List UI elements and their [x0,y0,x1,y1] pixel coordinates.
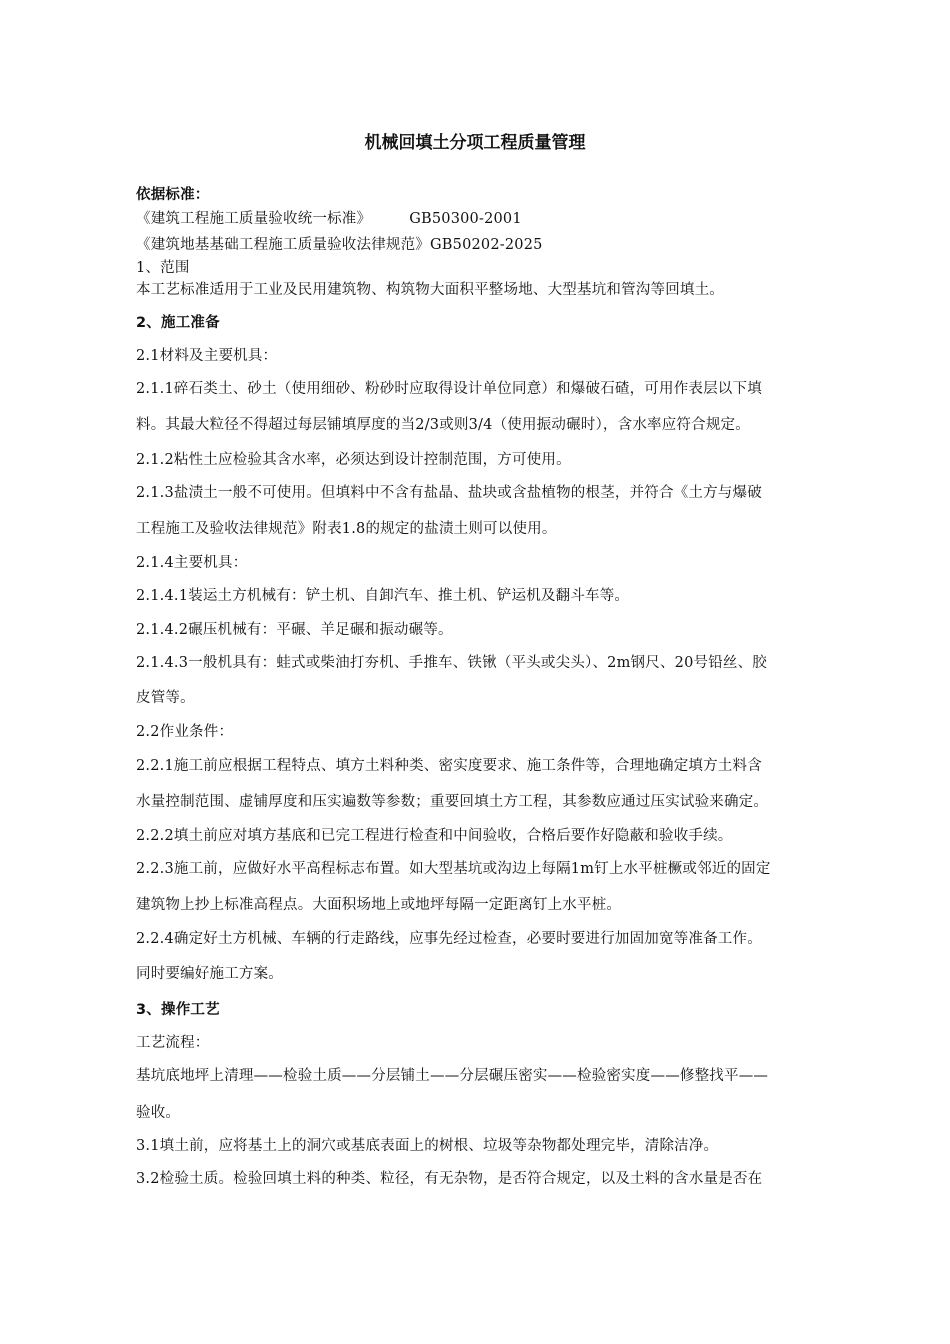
paragraph-line: 2.1.1碎石类土、砂土（使用细砂、粉砂时应取得设计单位同意）和爆破石碴，可用作表层以下填 [136,381,762,397]
paragraph-line: 基坑底地坪上清理——检验土质——分层铺土——分层碾压密实——检验密实度——修整找平—— [136,1068,769,1084]
paragraph-line: 本工艺标准适用于工业及民用建筑物、构筑物大面积平整场地、大型基坑和管沟等回填土。 [136,282,724,298]
paragraph-line: 3.1填土前，应将基土上的洞穴或基底表面上的树根、垃圾等杂物都处理完毕，清除洁净。 [136,1138,719,1154]
paragraph-line: 2.1.4.2碾压机械有：平碾、羊足碾和振动碾等。 [136,622,453,638]
paragraph-line: 2.2.4确定好土方机械、车辆的行走路线，应事先经过检查，必要时要进行加固加宽等准备工作。 [136,931,762,947]
section-heading: 2、施工准备 [136,315,220,331]
paragraph-line: 2.1.4.1装运土方机械有：铲土机、自卸汽车、推土机、铲运机及翻斗车等。 [136,588,630,604]
paragraph-line: 同时要编好施工方案。 [136,966,283,982]
basis-heading: 依据标准： [136,187,210,203]
section-heading: 3、操作工艺 [136,1002,220,1018]
paragraph-line: 工程施工及验收法律规范》附表1.8的规定的盐渍土则可以使用。 [136,521,557,537]
paragraph-line: 2.1.3盐渍土一般不可使用。但填料中不含有盐晶、盐块或含盐植物的根茎，并符合《土方与爆破 [136,485,762,501]
standard-name: 《建筑地基基础工程施工质量验收法律规范》 [136,237,430,253]
paragraph-line: 2.1材料及主要机具： [136,348,278,364]
paragraph-line: 2.2作业条件： [136,724,234,740]
paragraph-line: 建筑物上抄上标准高程点。大面积场地上或地坪每隔一定距离钉上水平桩。 [136,897,622,913]
paragraph-line: 水量控制范围、虚铺厚度和压实遍数等参数；重要回填土方工程，其参数应通过压实试验来确定。 [136,794,769,810]
paragraph-line: 工艺流程： [136,1035,210,1051]
standard-code: GB50202-2025 [430,237,543,253]
paragraph-line: 皮管等。 [136,690,195,706]
standard-code: GB50300-2001 [409,211,522,227]
section-heading: 1、范围 [136,260,190,276]
paragraph-line: 料。其最大粒径不得超过每层铺填厚度的当2/3或则3/4（使用振动碾时），含水率应符合规定。 [136,417,750,433]
standard-line [136,236,543,254]
standard-name: 《建筑工程施工质量验收统一标准》 [136,211,372,227]
paragraph-line: 3.2检验土质。检验回填土料的种类、粒径，有无杂物，是否符合规定，以及土料的含水量是否在 [136,1171,763,1187]
paragraph-line: 2.2.1施工前应根据工程特点、填方土料种类、密实度要求、施工条件等，合理地确定填方土料含 [136,758,762,774]
paragraph-line: 验收。 [136,1105,181,1121]
standard-line [136,210,522,228]
document-title: 机械回填土分项工程质量管理 [364,133,586,153]
paragraph-line: 2.1.2粘性土应检验其含水率，必须达到设计控制范围，方可使用。 [136,452,571,468]
paragraph-line: 2.2.2填土前应对填方基底和已完工程进行检查和中间验收，合格后要作好隐蔽和验收手续。 [136,828,733,844]
paragraph-line: 2.1.4主要机具： [136,555,248,571]
paragraph-line: 2.1.4.3一般机具有：蛙式或柴油打夯机、手推车、铁锹（平头或尖头）、2m钢尺、20号铅丝、胶 [136,655,768,671]
paragraph-line: 2.2.3施工前，应做好水平高程标志布置。如大型基坑或沟边上每隔1m钉上水平桩橛或邻近的固定 [136,861,771,877]
